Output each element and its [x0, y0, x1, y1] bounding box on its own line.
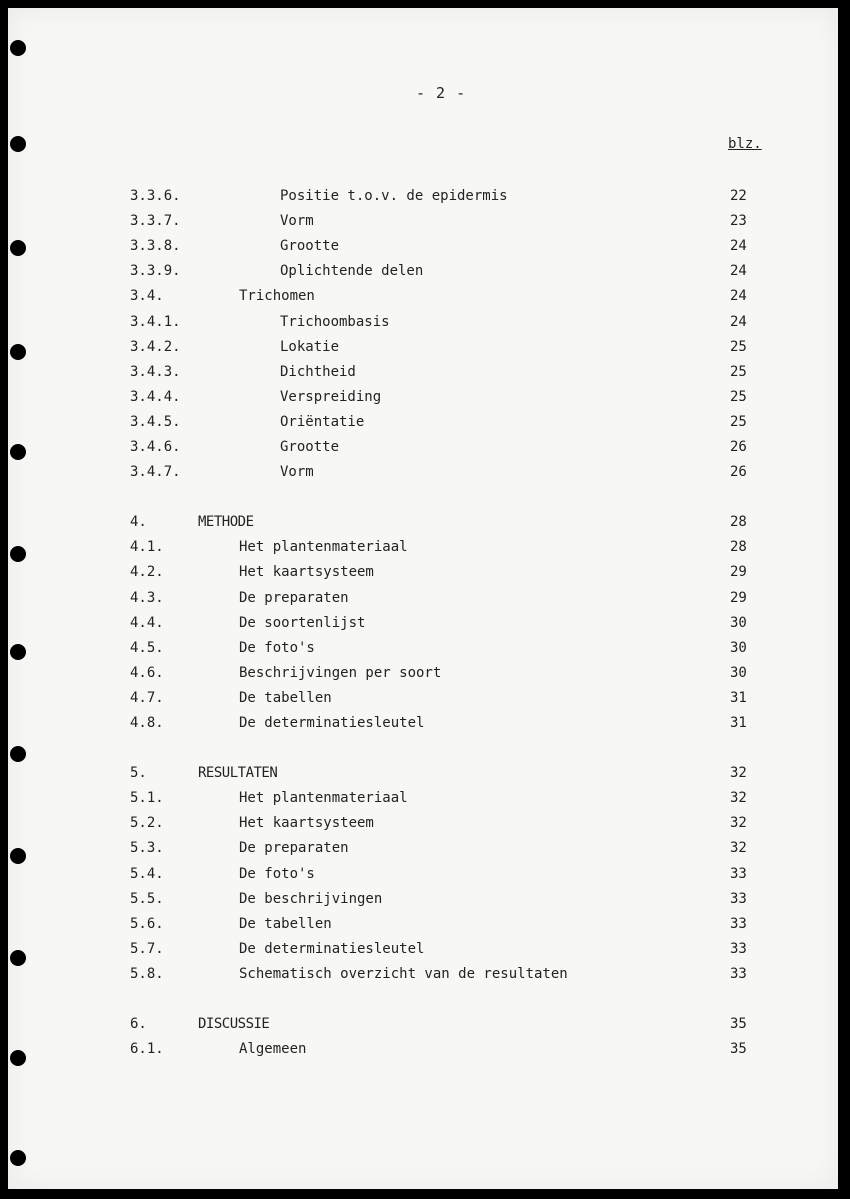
toc-entry-number: 3.3.7. — [130, 213, 181, 230]
toc-entry — [8, 937, 838, 961]
toc-entry-title: Het kaartsysteem — [239, 564, 374, 581]
toc-entry-number: 4.8. — [130, 715, 164, 731]
toc-entry — [8, 385, 838, 409]
page-number: - 2 - — [416, 84, 467, 102]
toc-entry — [8, 259, 838, 283]
toc-entry-title: Het plantenmateriaal — [239, 539, 408, 556]
toc-entry-page: 24 — [730, 238, 747, 255]
toc-entry-page: 26 — [730, 464, 747, 481]
toc-entry-page: 33 — [730, 915, 747, 932]
toc-entry-number: 3.3.8. — [130, 238, 181, 255]
toc-entry — [8, 586, 838, 610]
toc-entry-page: 26 — [730, 439, 747, 455]
toc-entry-number: 6.1. — [130, 1041, 164, 1058]
toc-entry-page: 33 — [730, 940, 747, 957]
toc-entry — [8, 611, 838, 635]
toc-entry-number: 4.7. — [130, 689, 164, 706]
toc-entry-page: 32 — [730, 840, 747, 857]
binder-hole — [10, 40, 26, 56]
toc-entry-page: 28 — [730, 539, 747, 556]
toc-entry-number: 5.8. — [130, 965, 164, 982]
toc-entry-title: De beschrijvingen — [239, 890, 383, 907]
binder-hole — [10, 1150, 26, 1166]
toc-entry — [8, 209, 838, 233]
toc-entry-number: 3.4.2. — [130, 338, 181, 355]
toc-entry-page: 35 — [730, 1016, 747, 1032]
toc-entry — [8, 234, 838, 258]
toc-entry — [8, 761, 838, 785]
toc-entry-number: 6. — [130, 1016, 147, 1032]
toc-entry-number: 4.5. — [130, 639, 164, 656]
toc-entry — [8, 284, 838, 308]
toc-entry-page: 33 — [730, 890, 747, 907]
toc-entry-page: 33 — [730, 865, 747, 882]
toc-entry-number: 5.3. — [130, 840, 164, 857]
toc-entry — [8, 686, 838, 710]
toc-entry-number: 3.4.6. — [130, 439, 181, 455]
toc-entry-page: 24 — [730, 263, 747, 280]
toc-entry-title: De preparaten — [239, 589, 349, 606]
toc-entry-title: De tabellen — [239, 915, 332, 932]
toc-entry-page: 32 — [730, 815, 747, 832]
toc-entry-title: De soortenlijst — [239, 614, 366, 631]
toc-entry-title: De foto's — [239, 865, 315, 882]
toc-entry — [8, 786, 838, 810]
toc-entry-title: Trichomen — [239, 288, 315, 305]
binder-hole — [10, 746, 26, 762]
toc-entry-title: De preparaten — [239, 840, 349, 857]
toc-entry-number: 5.1. — [130, 790, 164, 807]
toc-entry-page: 25 — [730, 388, 747, 405]
toc-entry-number: 3.4.5. — [130, 413, 181, 430]
toc-entry-number: 3.4.7. — [130, 464, 181, 481]
toc-entry-page: 25 — [730, 413, 747, 430]
toc-entry-page: 32 — [730, 765, 747, 782]
toc-entry-page: 31 — [730, 715, 747, 731]
toc-entry-number: 5.2. — [130, 815, 164, 832]
toc-entry-title: Trichoombasis — [280, 313, 390, 330]
toc-entry-title: De tabellen — [239, 689, 332, 706]
toc-entry-page: 32 — [730, 790, 747, 807]
toc-entry-number: 5.4. — [130, 865, 164, 882]
toc-entry-title: Algemeen — [239, 1041, 307, 1058]
toc-entry — [8, 887, 838, 911]
toc-entry — [8, 460, 838, 484]
toc-entry-title: De determinatiesleutel — [239, 940, 425, 957]
toc-entry-page: 28 — [730, 514, 747, 531]
toc-entry-number: 3.3.9. — [130, 263, 181, 280]
toc-entry — [8, 811, 838, 835]
toc-entry-page: 25 — [730, 338, 747, 355]
toc-entry-number: 5.6. — [130, 915, 164, 932]
toc-entry — [8, 410, 838, 434]
toc-entry-number: 3.3.6. — [130, 188, 181, 204]
toc-entry-number: 4.6. — [130, 664, 164, 681]
toc-entry-title: Vorm — [280, 213, 314, 230]
document-page — [8, 8, 838, 1189]
toc-entry — [8, 510, 838, 534]
toc-entry-title: Het kaartsysteem — [239, 815, 374, 832]
toc-entry — [8, 962, 838, 986]
toc-entry-title: Grootte — [280, 439, 340, 455]
toc-entry-page: 24 — [730, 288, 747, 305]
toc-entry-number: 3.4. — [130, 288, 164, 305]
toc-entry-title: Positie t.o.v. de epidermis — [280, 188, 508, 204]
toc-entry-number: 3.4.1. — [130, 313, 181, 330]
toc-entry-page: 31 — [730, 689, 747, 706]
toc-entry — [8, 184, 838, 208]
toc-entry-title: METHODE — [198, 514, 254, 531]
toc-entry — [8, 310, 838, 334]
toc-entry-number: 5.5. — [130, 890, 164, 907]
toc-entry — [8, 1037, 838, 1061]
toc-entry — [8, 535, 838, 559]
toc-entry-page: 30 — [730, 664, 747, 681]
toc-entry — [8, 912, 838, 936]
binder-hole — [10, 136, 26, 152]
toc-entry-title: DISCUSSIE — [198, 1016, 270, 1032]
toc-entry — [8, 560, 838, 584]
toc-entry-title: Vorm — [280, 464, 314, 481]
toc-entry-title: Grootte — [280, 238, 340, 255]
toc-entry-page: 30 — [730, 639, 747, 656]
toc-entry — [8, 360, 838, 384]
toc-entry-page: 22 — [730, 188, 747, 204]
toc-entry-page: 29 — [730, 589, 747, 606]
toc-entry-title: Verspreiding — [280, 388, 382, 405]
toc-entry — [8, 661, 838, 685]
toc-entry-page: 24 — [730, 313, 747, 330]
toc-entry-page: 23 — [730, 213, 747, 230]
toc-entry-page: 29 — [730, 564, 747, 581]
toc-entry-title: Het plantenmateriaal — [239, 790, 408, 807]
toc-entry-page: 25 — [730, 363, 747, 380]
toc-entry-number: 4.3. — [130, 589, 164, 606]
toc-entry — [8, 636, 838, 660]
toc-entry-page: 35 — [730, 1041, 747, 1058]
toc-entry-number: 3.4.3. — [130, 363, 181, 380]
toc-entry-title: Oplichtende delen — [280, 263, 424, 280]
toc-entry-page: 33 — [730, 965, 747, 982]
toc-entry-title: Schematisch overzicht van de resultaten — [239, 965, 568, 982]
toc-entry — [8, 335, 838, 359]
toc-entry — [8, 1012, 838, 1036]
toc-entry-number: 5.7. — [130, 940, 164, 957]
toc-entry-title: De foto's — [239, 639, 315, 656]
toc-entry-page: 30 — [730, 614, 747, 631]
toc-entry-number: 4. — [130, 514, 147, 531]
toc-entry-number: 5. — [130, 765, 147, 782]
toc-entry — [8, 862, 838, 886]
toc-entry-title: Oriëntatie — [280, 413, 365, 430]
toc-entry — [8, 435, 838, 459]
toc-entry-number: 3.4.4. — [130, 388, 181, 405]
toc-entry-title: Lokatie — [280, 338, 340, 355]
toc-entry-number: 4.1. — [130, 539, 164, 556]
toc-entry-title: Dichtheid — [280, 363, 356, 380]
toc-entry-title: Beschrijvingen per soort — [239, 664, 442, 681]
toc-entry-number: 4.4. — [130, 614, 164, 631]
toc-entry-title: RESULTATEN — [198, 765, 278, 782]
toc-entry — [8, 711, 838, 735]
toc-entry-title: De determinatiesleutel — [239, 715, 425, 731]
toc-entry-number: 4.2. — [130, 564, 164, 581]
page-column-header: blz. — [728, 136, 762, 152]
toc-entry — [8, 836, 838, 860]
